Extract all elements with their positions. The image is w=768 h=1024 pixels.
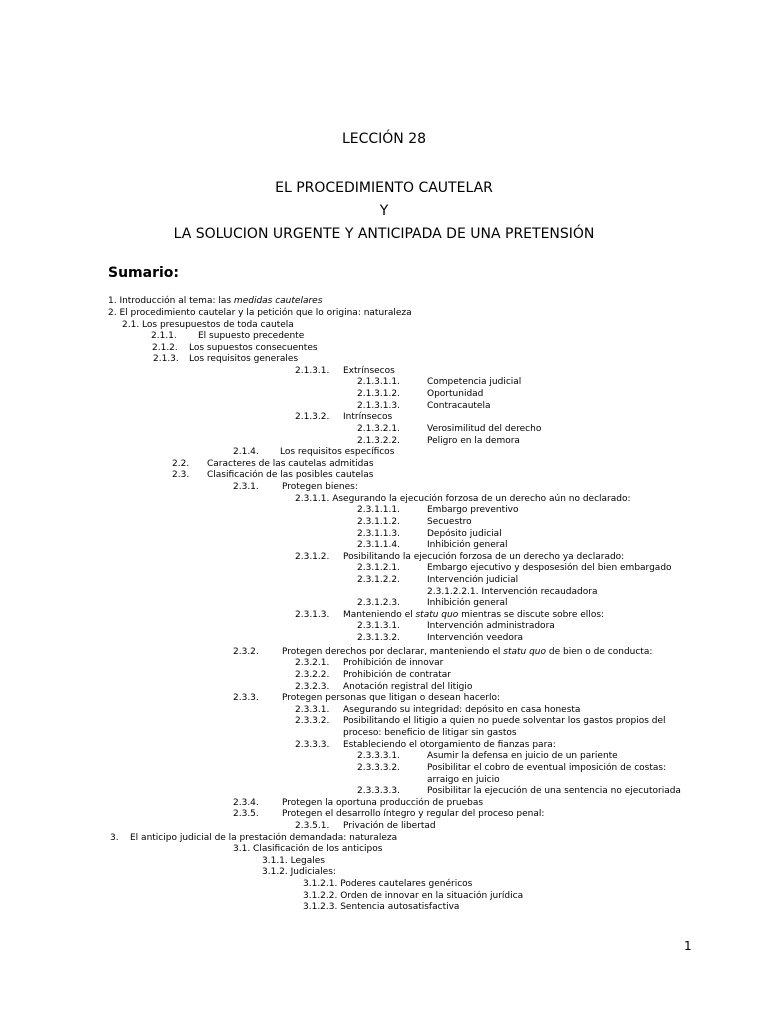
toc-item-text: Protegen el desarrollo íntegro y regular del proceso penal:	[282, 809, 545, 819]
toc-item	[207, 470, 373, 481]
toc-item-text: Los requisitos generales	[189, 354, 299, 364]
toc-item-text: Prohibición de contratar	[343, 670, 451, 680]
toc-item	[427, 621, 555, 632]
toc-item-text: Anotación registral del litigio	[343, 682, 473, 692]
toc-item	[427, 598, 508, 609]
toc-item-number: 2.2.	[172, 459, 190, 469]
toc-item	[343, 705, 580, 716]
summary-heading: Sumario:	[108, 265, 180, 281]
toc-item	[189, 354, 298, 365]
document-title-line-1: EL PROCEDIMIENTO CAUTELAR	[275, 180, 493, 196]
toc-item	[303, 891, 523, 902]
toc-item	[427, 775, 500, 786]
toc-item-number: 2.3.4.	[233, 798, 259, 808]
toc-item-number: 2.1.4.	[233, 447, 259, 457]
toc-item-number: 3.	[110, 833, 119, 843]
toc-item	[343, 610, 604, 621]
toc-item-number: 2.3.1.1.1.	[357, 505, 400, 515]
toc-item	[343, 366, 395, 377]
toc-item-number: 2.3.1.2.1.	[357, 563, 400, 573]
toc-item-text: Oportunidad	[427, 389, 484, 399]
toc-item-text: Intervención judicial	[427, 575, 519, 585]
toc-item-text: Manteniendo el	[343, 610, 416, 620]
toc-item-text: arraigo en juicio	[427, 775, 500, 785]
toc-item	[282, 693, 500, 704]
toc-item-number: 2.1.3.1.1.	[357, 377, 400, 387]
toc-item	[427, 424, 541, 435]
toc-item-number: 2.1.3.2.	[295, 412, 330, 422]
toc-item-text: Protegen la oportuna producción de pruebas	[282, 798, 484, 808]
toc-item-number: 2.3.3.3.3.	[357, 786, 400, 796]
toc-item-number: 2.3.1.3.1.	[357, 621, 400, 631]
toc-item-number: 2.3.1.1.4.	[357, 540, 400, 550]
toc-item-text: proceso: beneficio de litigar sin gastos	[343, 728, 517, 738]
toc-item-number: 2.3.5.1.	[295, 821, 330, 831]
toc-item-text: Verosimilitud del derecho	[427, 424, 542, 434]
toc-item-number: 2.3.3.3.1.	[357, 751, 400, 761]
toc-item	[262, 867, 336, 878]
toc-item	[427, 563, 672, 574]
toc-item	[303, 879, 472, 890]
toc-item-text: Depósito judicial	[427, 529, 502, 539]
toc-item	[282, 798, 483, 809]
page-number: 1	[684, 939, 692, 953]
toc-item	[427, 587, 597, 598]
toc-item-number: 2.3.3.2.	[295, 716, 330, 726]
toc-item	[303, 902, 459, 913]
toc-item-text: Protegen derechos por declarar, manteniendo el	[282, 647, 504, 657]
toc-item-text: Caracteres de las cautelas admitidas	[207, 459, 374, 469]
toc-item-number: 2.3.2.	[233, 647, 259, 657]
toc-item	[427, 529, 502, 540]
toc-item-text: Estableciendo el otorgamiento de fianzas para:	[343, 740, 556, 750]
lesson-number: LECCIÓN 28	[341, 131, 427, 147]
toc-item-number: 2.3.	[172, 470, 190, 480]
toc-item	[198, 331, 304, 342]
toc-item	[207, 459, 374, 470]
toc-item-text: Privación de libertad	[343, 821, 436, 831]
document-title-line-3: LA SOLUCION URGENTE Y ANTICIPADA DE UNA PRETENSIÓN	[173, 226, 595, 242]
toc-item-text: El supuesto precedente	[198, 331, 305, 341]
toc-item-text: Inhibición general	[427, 598, 508, 608]
toc-item-text: 3.1.2.2. Orden de innovar en la situación jurídica	[303, 891, 524, 901]
toc-item-number: 2.3.1.3.	[295, 610, 330, 620]
toc-item-text: 3.1.2. Judiciales:	[262, 867, 336, 877]
toc-item-text: 2.3.1.1. Asegurando la ejecución forzosa de un derecho aún no declarado:	[295, 494, 631, 504]
toc-item	[282, 809, 544, 820]
toc-item	[343, 728, 517, 739]
toc-item-text: Extrínsecos	[343, 366, 395, 376]
toc-item	[427, 389, 483, 400]
toc-item-number: 2.3.5.	[233, 809, 259, 819]
toc-item-number: 2.3.1.1.2.	[357, 517, 400, 527]
toc-item-number: 2.3.1.2.3.	[357, 598, 400, 608]
toc-item-text: Los requisitos específicos	[280, 447, 395, 457]
toc-item-emphasis: statu quo	[503, 647, 547, 657]
toc-item-number: 2.3.1.2.2.	[357, 575, 400, 585]
toc-item	[343, 740, 556, 751]
toc-item	[108, 296, 322, 307]
toc-item	[343, 821, 436, 832]
toc-item	[108, 308, 412, 319]
toc-item	[282, 482, 358, 493]
toc-item-number: 2.1.3.1.	[295, 366, 330, 376]
toc-item	[233, 844, 382, 855]
toc-item-text: Competencia judicial	[427, 377, 522, 387]
toc-item-text: Peligro en la demora	[427, 436, 520, 446]
toc-item-text: 2.1. Los presupuestos de toda cautela	[122, 320, 294, 330]
toc-item-number: 2.3.1.1.3.	[357, 529, 400, 539]
toc-item	[130, 833, 397, 844]
toc-item-text: 3.1.2.3. Sentencia autosatisfactiva	[303, 902, 460, 912]
toc-item-number: 2.3.1.3.2.	[357, 633, 400, 643]
toc-item-text: Posibilitar la ejecución de una sentencia no ejecutoriada	[427, 786, 681, 796]
toc-item	[343, 716, 666, 727]
toc-item-text: Inhibición general	[427, 540, 508, 550]
document-title-line-2: Y	[379, 203, 389, 219]
toc-item-text: Protegen bienes:	[282, 482, 358, 492]
toc-item-number: 2.3.3.1.	[295, 705, 330, 715]
toc-item-text: Posibilitando la ejecución forzosa de un derecho ya declarado:	[343, 552, 625, 562]
toc-item	[427, 540, 508, 551]
toc-item	[343, 412, 392, 423]
toc-item	[343, 670, 451, 681]
toc-item-text: Asegurando su integridad: depósito en casa honesta	[343, 705, 581, 715]
toc-item-number: 2.1.3.2.2.	[357, 436, 400, 446]
toc-item	[262, 856, 325, 867]
toc-item-number: 2.3.3.3.2.	[357, 763, 400, 773]
toc-item	[427, 377, 521, 388]
toc-item-text: Los supuestos consecuentes	[189, 343, 318, 353]
toc-item-text: 3.1.2.1. Poderes cautelares genéricos	[303, 879, 473, 889]
toc-item	[280, 447, 394, 458]
toc-item	[343, 682, 472, 693]
toc-item-text: Embargo preventivo	[427, 505, 519, 515]
toc-item	[427, 436, 520, 447]
toc-item	[295, 494, 631, 505]
toc-item-number: 2.3.3.	[233, 693, 259, 703]
toc-item-text: 1. Introducción al tema: las	[108, 296, 234, 306]
toc-item-text: Intervención veedora	[427, 633, 524, 643]
toc-item-text: Intrínsecos	[343, 412, 393, 422]
toc-item-text: 2.3.1.2.2.1. Intervención recaudadora	[427, 587, 598, 597]
toc-item-number: 2.1.1.	[151, 331, 177, 341]
toc-item-text: Clasificación de las posibles cautelas	[207, 470, 374, 480]
toc-item-number: 2.3.1.2.	[295, 552, 330, 562]
toc-item	[427, 517, 472, 528]
toc-item-emphasis: statu quo	[415, 610, 459, 620]
toc-item-number: 2.1.3.1.3.	[357, 401, 400, 411]
toc-item-text: Protegen personas que litigan o desean hacerlo:	[282, 693, 501, 703]
toc-item-number: 2.1.3.	[153, 354, 179, 364]
toc-item-number: 2.3.2.3.	[295, 682, 330, 692]
toc-item	[427, 786, 681, 797]
toc-item-text: 2. El procedimiento cautelar y la petición que lo origina: naturaleza	[108, 308, 412, 318]
toc-item	[343, 552, 624, 563]
toc-item	[427, 575, 518, 586]
toc-item	[427, 763, 666, 774]
toc-item	[122, 320, 294, 331]
toc-item-number: 2.3.1.	[233, 482, 259, 492]
toc-item-number: 2.3.2.1.	[295, 658, 330, 668]
toc-item-number: 2.3.3.3.	[295, 740, 330, 750]
toc-item-text: Intervención administradora	[427, 621, 555, 631]
toc-item	[427, 505, 519, 516]
toc-item-text: Posibilitando el litigio a quien no puede solventar los gastos propios del	[343, 716, 666, 726]
toc-item-number: 2.3.2.2.	[295, 670, 330, 680]
toc-item-text-tail: de bien o de conducta:	[546, 647, 653, 657]
toc-item-text: 3.1.1. Legales	[262, 856, 325, 866]
toc-item-text: Prohibición de innovar	[343, 658, 444, 668]
toc-item-text-tail: mientras se discute sobre ellos:	[458, 610, 605, 620]
toc-item-number: 2.1.3.2.1.	[357, 424, 400, 434]
toc-item	[427, 633, 523, 644]
toc-item	[427, 751, 618, 762]
toc-item-text: Secuestro	[427, 517, 472, 527]
toc-item	[282, 647, 652, 658]
toc-item	[427, 401, 491, 412]
toc-item-text: Embargo ejecutivo y desposesión del bien embargado	[427, 563, 672, 573]
toc-item	[189, 343, 318, 354]
toc-item-text: Posibilitar el cobro de eventual imposición de costas:	[427, 763, 667, 773]
toc-item	[343, 658, 443, 669]
toc-item-text: Contracautela	[427, 401, 491, 411]
toc-item-text: Asumir la defensa en juicio de un pariente	[427, 751, 618, 761]
toc-item-text: El anticipo judicial de la prestación demandada: naturaleza	[130, 833, 398, 843]
toc-item-emphasis: medidas cautelares	[233, 296, 323, 306]
toc-item-number: 2.1.2.	[152, 343, 178, 353]
toc-item-text: 3.1. Clasificación de los anticipos	[233, 844, 383, 854]
toc-item-number: 2.1.3.1.2.	[357, 389, 400, 399]
